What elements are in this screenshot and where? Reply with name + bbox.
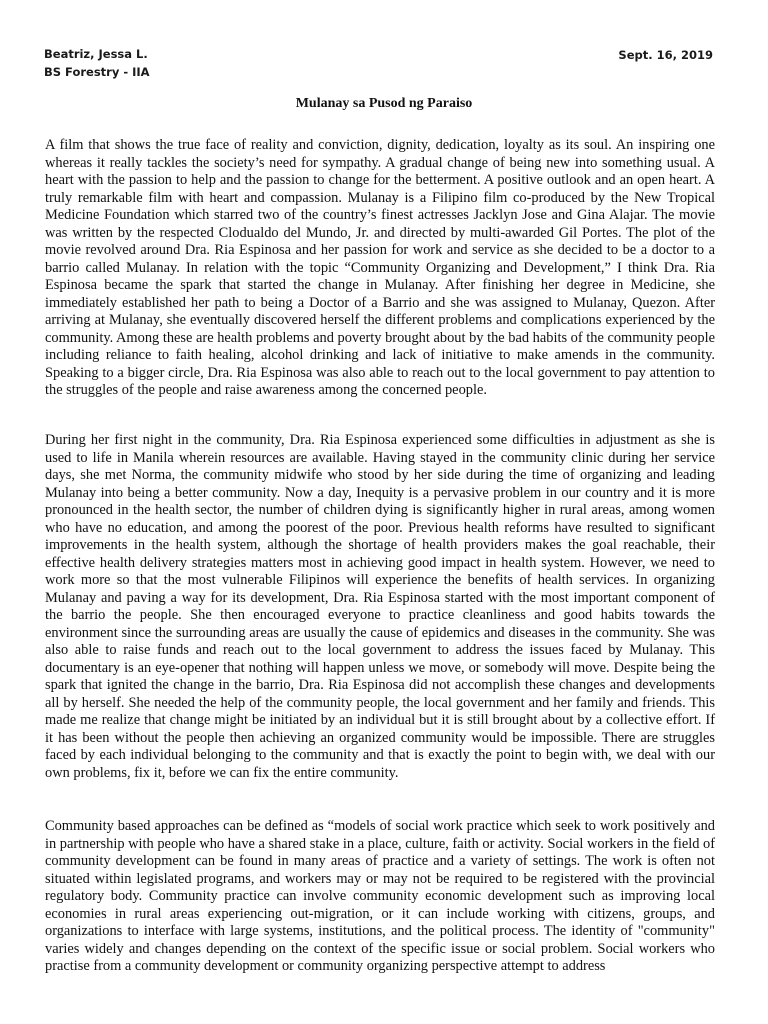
paragraph-block-2	[45, 432, 715, 797]
document-date: Sept. 16, 2019	[618, 48, 713, 62]
paragraph-block-3	[45, 818, 715, 991]
course-section: BS Forestry - IIA	[44, 65, 150, 79]
author-name: Beatriz, Jessa L.	[44, 47, 148, 61]
body-paragraph: Community based approaches can be defined as “models of social work practice which seek to work positively and in partnership with people who have a shared stake in a place, culture, faith or activity. Social workers in the field of community development can be found in many areas of practice and a variety of settings. The work is often not situated within legislated programs, and workers may or may not be required to be registered with the provincial regulatory body. Community practice can involve community economic development such as improving local economies in rural areas experiencing out-migration, or it can include working with citizens, groups, and organizations to interface with large systems, institutions, and the political process. The identity of "community" varies widely and changes depending on the context of the specific issue or social problem. Social workers who practise from a community development or community organizing perspective attempt to address	[45, 818, 715, 974]
body-paragraph: A film that shows the true face of reality and conviction, dignity, dedication, loyalty as its soul. An inspiring one whereas it really tackles the society’s need for sympathy. A gradual change of being new into something usual. A heart with the passion to help and the passion to change for the betterment. A positive outlook and an open heart. A truly remarkable film with heart and compassion. Mulanay is a Filipino film co-produced by the New Tropical Medicine Foundation which starred two of the country’s finest actresses Jacklyn Jose and Gina Alajar. The movie was written by the respected Clodualdo del Mundo, Jr. and directed by multi-awarded Gil Portes. The plot of the movie revolved around Dra. Ria Espinosa and her passion for work and service as she decided to be a doctor to a barrio called Mulanay. In relation with the topic “Community Organizing and Development,” I think Dra. Ria Espinosa became the spark that started the change in Mulanay. After finishing her degree in Medicine, she immediately established her path to being a Doctor of a Barrio and she was assigned to Mulanay, Quezon. After arriving at Mulanay, she eventually discovered herself the different problems and complications experienced by the community. Among these are health problems and poverty brought about by the bad habits of the community people including reliance to faith healing, alcohol drinking and lack of initiative to make amends in the community. Speaking to a bigger circle, Dra. Ria Espinosa was also able to reach out to the local government to pay attention to the struggles of the people and raise awareness among the concerned people.	[45, 137, 715, 398]
body-paragraph: During her first night in the community, Dra. Ria Espinosa experienced some difficulties in adjustment as she is used to life in Manila wherein resources are available. Having stayed in the community clinic during her service days, she met Norma, the community midwife who stood by her side during the time of organizing and leading Mulanay into being a better community. Now a day, Inequity is a pervasive problem in our country and it is more pronounced in the health sector, the number of children dying is significantly higher in rural areas, among women who have no education, and among the poorest of the poor. Previous health reforms have resulted to significant improvements in the health system, although the shortage of health providers makes the goal reachable, their effective health delivery strategies matters most in achieving good impact in health system. However, we need to work more so that the most vulnerable Filipinos will experience the benefits of health services. In organizing Mulanay and paving a way for its development, Dra. Ria Espinosa started with the most important component of the barrio the people. She then encouraged everyone to practice cleanliness and good habits towards the environment since the surrounding areas are usually the cause of epidemics and diseases in the community. She was also able to raise funds and reach out to the local government to address the issues faced by Mulanay. This documentary is an eye-opener that nothing will happen unless we move, or somebody will move. Despite being the spark that ignited the change in the barrio, Dra. Ria Espinosa did not accomplish these changes and developments all by herself. She needed the help of the community people, the local government and her family and friends. This made me realize that change might be initiated by an individual but it is still brought about by a collective effort. If it has been without the people then achieving an organized community would be impossible. There are struggles faced by each individual belonging to the community and that is exactly the point to begin with, we deal with our own problems, fix it, before we can fix the entire community.	[45, 432, 715, 781]
author-block	[44, 45, 150, 81]
document-title: Mulanay sa Pusod ng Paraiso	[295, 96, 473, 111]
paragraph-block-1	[45, 137, 715, 415]
date-block	[618, 46, 713, 64]
